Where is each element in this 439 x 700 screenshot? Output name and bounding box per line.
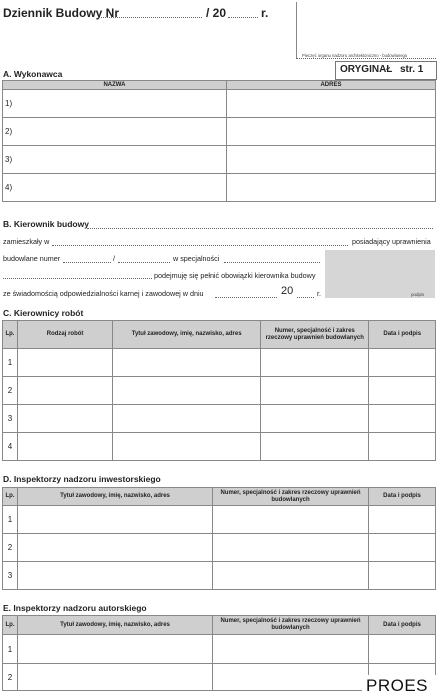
signature-cell[interactable] (369, 534, 436, 562)
permissions-cell[interactable] (213, 635, 369, 664)
permission-number-field[interactable] (63, 262, 111, 263)
permissions-cell[interactable] (261, 349, 369, 377)
section-c-title: C. Kierownicy robót (3, 308, 84, 318)
address-cell[interactable] (226, 146, 435, 174)
row-number: 1 (3, 635, 18, 664)
row-number: 2 (3, 377, 18, 405)
stamp-caption: Pieczęć organu nadzoru architektoniczno - budowlanego (302, 53, 408, 58)
address-cell[interactable] (226, 118, 435, 146)
date-year-prefix: 20 (281, 285, 294, 297)
permissions-cell[interactable] (213, 562, 369, 590)
name-cell[interactable] (113, 405, 261, 433)
table-row (3, 174, 436, 202)
section-a-title: A. Wykonawca (3, 69, 63, 79)
column-header-name-address: Tytuł zawodowy, imię, nazwisko, adres (113, 321, 261, 349)
year-suffix: r. (261, 6, 269, 20)
table-row (3, 506, 436, 534)
original-label: ORYGINAŁ (340, 64, 393, 75)
column-header-permissions: Numer, specjalność i zakres rzeczowy uprawnień budowlanych (261, 321, 369, 349)
work-type-cell[interactable] (17, 377, 112, 405)
permissions-cell[interactable] (213, 506, 369, 534)
duty-label: podejmuję się pełnić obowiązki kierownika budowy (154, 271, 316, 280)
work-type-cell[interactable] (17, 433, 112, 461)
name-cell[interactable] (18, 506, 213, 534)
table-row (3, 433, 436, 461)
signature-cell[interactable] (369, 506, 436, 534)
permissions-cell[interactable] (213, 534, 369, 562)
number-label: budowlane numer (3, 254, 61, 263)
row-number: 3 (3, 405, 18, 433)
signature-cell[interactable] (369, 635, 436, 664)
row-label[interactable]: 4) (3, 174, 227, 202)
name-cell[interactable] (18, 562, 213, 590)
row-number: 4 (3, 433, 18, 461)
row-number: 2 (3, 664, 18, 691)
manager-name-field[interactable] (87, 228, 433, 229)
column-header-date-signature: Data i podpis (369, 321, 436, 349)
work-type-cell[interactable] (17, 349, 112, 377)
row-number: 2 (3, 534, 18, 562)
specialty-continued-field[interactable] (3, 278, 152, 279)
name-cell[interactable] (113, 349, 261, 377)
row-number: 1 (3, 506, 18, 534)
table-row (3, 635, 436, 664)
year-prefix: / 20 (206, 6, 227, 20)
page-label: str. 1 (400, 64, 424, 75)
signature-cell[interactable] (369, 405, 436, 433)
specialty-label: w specjalności (173, 254, 220, 263)
permission-year-field[interactable] (118, 262, 170, 263)
section-e-title: E. Inspektorzy nadzoru autorskiego (3, 603, 147, 613)
address-cell[interactable] (226, 90, 435, 118)
investor-inspectors-table (2, 487, 436, 590)
number-slash: / (113, 254, 115, 263)
column-header-work-type: Rodzaj robót (17, 321, 112, 349)
permissions-cell[interactable] (213, 664, 369, 691)
brand-logo: PROES (366, 676, 429, 695)
table-row (3, 118, 436, 146)
section-d-title: D. Inspektorzy nadzoru inwestorskiego (3, 474, 161, 484)
document-title: Dziennik Budowy Nr (3, 6, 120, 20)
column-header-name-address: Tytuł zawodowy, imię, nazwisko, adres (18, 616, 213, 635)
permissions-cell[interactable] (261, 377, 369, 405)
work-type-cell[interactable] (17, 405, 112, 433)
signature-box[interactable] (325, 250, 435, 298)
name-cell[interactable] (113, 433, 261, 461)
column-header-lp: Lp. (3, 488, 18, 506)
name-cell[interactable] (18, 635, 213, 664)
date-field[interactable] (215, 297, 277, 298)
specialty-field[interactable] (224, 262, 320, 263)
year-field[interactable] (228, 17, 258, 18)
signature-cell[interactable] (369, 377, 436, 405)
permissions-cell[interactable] (261, 405, 369, 433)
table-row (3, 405, 436, 433)
table-row (3, 349, 436, 377)
column-header-name-address: Tytuł zawodowy, imię, nazwisko, adres (18, 488, 213, 506)
contractor-table (2, 80, 436, 202)
signature-cell[interactable] (369, 349, 436, 377)
row-number: 1 (3, 349, 18, 377)
column-header-permissions: Numer, specjalność i zakres rzeczowy uprawnień budowlanych (213, 488, 369, 506)
column-header-date-signature: Data i podpis (369, 616, 436, 635)
column-header-date-signature: Data i podpis (369, 488, 436, 506)
awareness-label: ze świadomością odpowiedzialności karnej i zawodowej w dniu (3, 289, 204, 298)
date-year-suffix: r. (317, 289, 321, 298)
column-header-name: NAZWA (3, 81, 227, 90)
table-row (3, 377, 436, 405)
signature-cell[interactable] (369, 562, 436, 590)
name-cell[interactable] (18, 664, 213, 691)
row-label[interactable]: 1) (3, 90, 227, 118)
column-header-address: ADRES (226, 81, 435, 90)
name-cell[interactable] (18, 534, 213, 562)
stamp-area-line (296, 58, 436, 59)
table-row (3, 534, 436, 562)
column-header-permissions: Numer, specjalność i zakres rzeczowy uprawnień budowlanych (213, 616, 369, 635)
stamp-area-border (296, 2, 297, 58)
resident-label: zamieszkały w (3, 237, 50, 246)
address-cell[interactable] (226, 174, 435, 202)
table-row (3, 562, 436, 590)
row-label[interactable]: 2) (3, 118, 227, 146)
name-cell[interactable] (113, 377, 261, 405)
column-header-lp: Lp. (3, 616, 18, 635)
residence-field[interactable] (52, 245, 348, 246)
table-row (3, 146, 436, 174)
signature-label: podpis (411, 292, 425, 297)
permissions-cell[interactable] (261, 433, 369, 461)
date-year-field[interactable] (297, 297, 314, 298)
row-number: 3 (3, 562, 18, 590)
signature-cell[interactable] (369, 433, 436, 461)
column-header-lp: Lp. (3, 321, 18, 349)
permissions-label: posiadający uprawnienia (352, 237, 431, 246)
section-b-title: B. Kierownik budowy (3, 219, 89, 229)
diary-number-field[interactable] (98, 17, 202, 18)
works-managers-table (2, 320, 436, 461)
row-label[interactable]: 3) (3, 146, 227, 174)
table-row (3, 90, 436, 118)
